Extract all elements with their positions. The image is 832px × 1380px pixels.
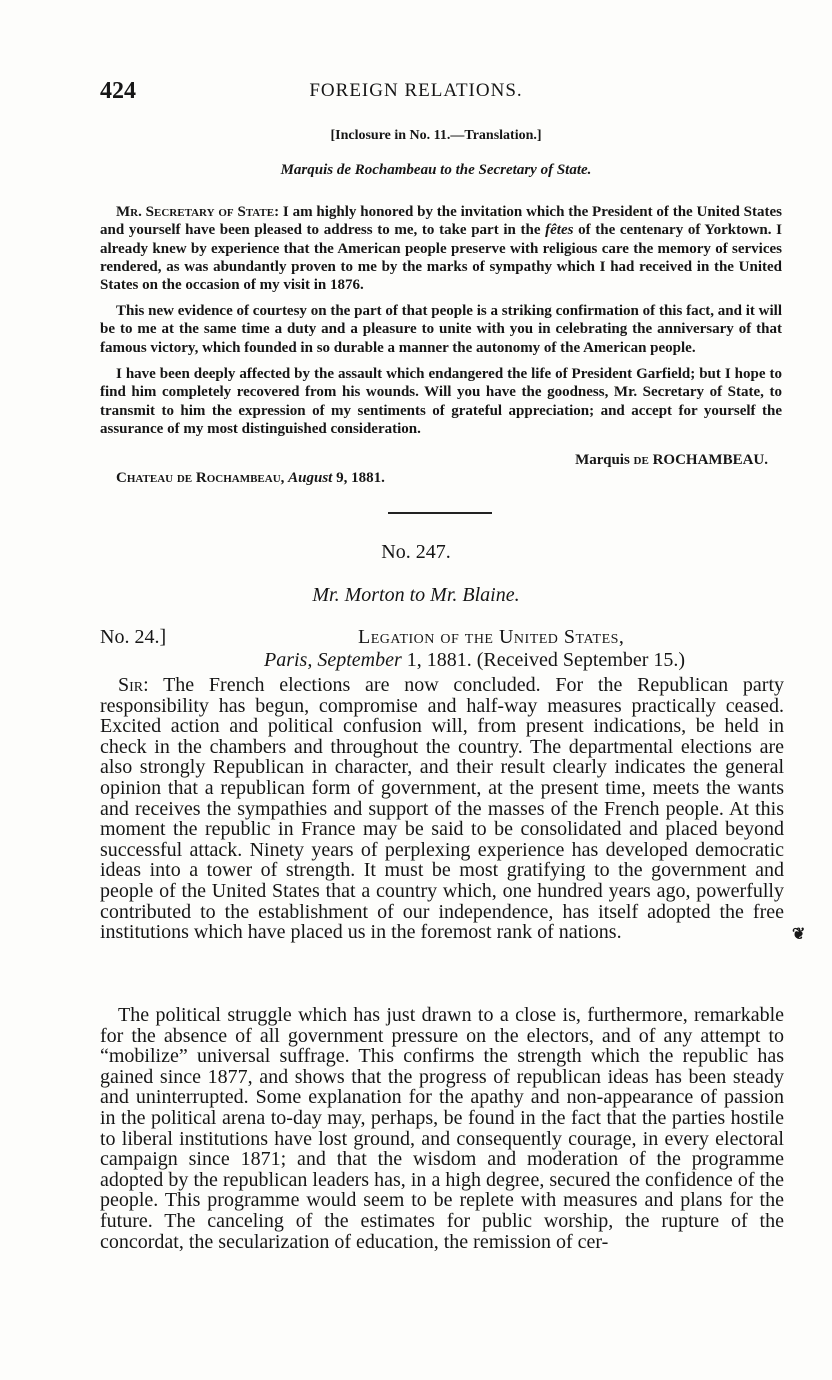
running-head: FOREIGN RELATIONS.: [309, 80, 523, 101]
body-paragraph-2: [100, 1005, 784, 1252]
inclosure-paragraph-1: [100, 203, 782, 294]
date-place: Paris, September: [264, 649, 402, 671]
inclosure-dateline: [116, 470, 385, 487]
file-number: No. 24.]: [100, 626, 167, 648]
inclosure-paragraph-3: [100, 365, 782, 438]
document-title: Mr. Morton to Mr. Blaine.: [312, 584, 520, 606]
signature-name: ROCHAMBEAU.: [648, 452, 768, 468]
date-rest: 1, 1881. (Received September 15.): [401, 649, 686, 671]
section-divider: [388, 512, 492, 514]
inclosure-salutation: Mr. Secretary of State:: [116, 204, 280, 220]
body-paragraph-1: [100, 675, 784, 943]
document-number: No. 247.: [381, 541, 451, 563]
inclosure-p1-fetes: fêtes: [545, 222, 574, 239]
inclosure-label: [Inclosure in No. 11.—Translation.]: [330, 128, 542, 143]
page-number: 424: [100, 78, 136, 104]
inclosure-paragraph-2: [100, 302, 782, 357]
legation-date: [264, 649, 685, 672]
margin-mark-icon: ❦: [792, 926, 806, 943]
inclosure-p1-text-a: I am highly honored by the invitation which the President of the United States and yourself have been pleased to address to me, to take part in the: [100, 204, 783, 239]
body-salutation: Sir:: [118, 674, 149, 696]
dateline-month: August: [288, 470, 333, 486]
signature-particle: de: [633, 452, 649, 468]
inclosure-p2-text: This new evidence of courtesy on the part of that people is a striking confirmation of this fact, and it will be to me at the same time a duty and a pleasure to unite with you in celebrating the anniversary of that famous victory, which founded in so durable a manner the autonomy of the American people.: [100, 303, 782, 356]
body-p1-text: The French elections are now concluded. For the Republican party responsibility has begun, compromise and half-way measures practically ceased. Excited action and political confusion will, from present indications, be held in check in the chambers and throughout the country. The departmental elections are also strongly Republican in character, and their result clearly indicates the general opinion that a republican form of government, at the present time, meets the wants and receives the sympathies and support of the masses of the French people. At this moment the republic in France may be said to be consolidated and placed beyond successful attack. Ninety years of perplexing experience has developed democratic ideas into a tower of strength. It must be most gratifying to the government and people of the United States that a country which, one hundred years ago, powerfully contributed to the establishment of our independence, has itself adopted the free institutions which have placed us in the foremost rank of nations.: [100, 674, 784, 944]
inclosure-p3-text: I have been deeply affected by the assault which endangered the life of President Garfield; but I hope to find him completely recovered from his wounds. Will you have the goodness, Mr. Secretary of State, to transmit to him the expression of my sentiments of grateful appreciation; and accept for yourself the assurance of my most distinguished consideration.: [100, 366, 782, 437]
inclosure-p1-text-b: of the centenary of Yorktown. I already knew by experience that the American people preserve with religious care the memory of services rendered, as was abundantly proven to me by the marks of sympathy which I had received in the United States on the occasion of my visit in 1876.: [100, 222, 782, 294]
legation-heading: Legation of the United States,: [358, 626, 625, 648]
signature-part: Marquis: [575, 452, 634, 468]
dateline-day-year: 9, 1881.: [332, 470, 385, 486]
body-p2-text: The political struggle which has just drawn to a close is, furthermore, remarkable for the absence of all government pressure on the electors, and of any attempt to “mobilize” universal suffrage. This confirms the strength which the republic has gained since 1877, and shows that the progress of republican ideas has been steady and uninterrupted. Some explanation for the apathy and non-appearance of passion in the political arena to-day may, perhaps, be found in the fact that the parties hostile to liberal institutions have lost ground, and consequently courage, in every electoral campaign since 1871; and that the wisdom and moderation of the programme adopted by the republican leaders has, in a high degree, secured the confidence of the people. This programme would seem to be replete with measures and plans for the future. The canceling of the estimates for public worship, the rupture of the concordat, the secularization of education, the remission of cer-: [100, 1004, 784, 1253]
dateline-place: Chateau de Rochambeau,: [116, 470, 285, 486]
inclosure-title: Marquis de Rochambeau to the Secretary of State.: [280, 162, 592, 178]
inclosure-signature: [575, 452, 768, 469]
